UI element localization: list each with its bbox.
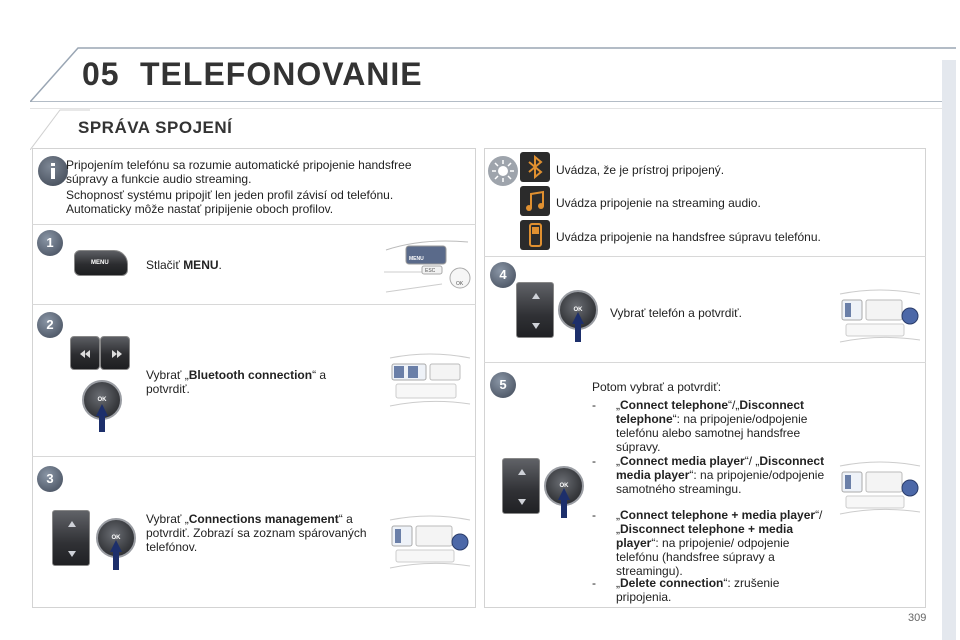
step-badge-1: 1 [37,230,63,256]
menu-button[interactable] [74,250,128,276]
arrow-stem [99,416,105,432]
scroll-rocker[interactable] [52,510,90,566]
divider [32,304,476,305]
phone-icon [520,220,550,250]
option-b1: Connect telephone [620,398,729,412]
console-illustration-3 [388,514,472,572]
arrow-stem [561,500,567,518]
step2-bold: Bluetooth connection [188,368,313,382]
option-rest: “: zrušenie pripojenia. [616,576,780,604]
fast-forward-icon [101,337,131,371]
arrow-icon [572,312,584,324]
ok-knob[interactable]: OK [544,466,584,506]
section-title: SPRÁVA SPOJENÍ [78,118,233,137]
arrow-icon [558,488,570,500]
step1-prefix: Stlačiť [146,258,184,272]
step3-bold: Connections management [188,512,339,526]
option-delete-connection[interactable] [616,576,826,604]
step-badge-5: 5 [490,372,516,398]
q: “/„ [616,508,823,536]
option-connect-media-player[interactable] [616,454,826,496]
ok-knob[interactable]: OK [96,518,136,558]
status-bluetooth-text: Uvádza, že je prístroj pripojený. [556,163,725,177]
option-dash: - [592,398,596,412]
status-phone-text: Uvádza pripojenie na handsfree súpravu telefónu. [556,230,821,244]
option-dash: - [592,576,596,590]
prev-track-button[interactable] [70,336,100,370]
q: “/„ [728,398,740,412]
option-b1: Connect media player [620,454,745,468]
step5-intro: Potom vybrať a potvrdiť: [592,380,722,394]
step1-text [146,258,366,272]
console-illustration-4 [838,288,922,346]
option-b2: Disconnect media player [616,454,825,482]
option-b2: Disconnect telephone [616,398,805,426]
console-ok-label: OK [456,281,464,287]
divider [484,256,926,257]
up-arrow-icon [518,469,526,475]
down-arrow-icon [532,323,540,329]
ok-knob[interactable]: OK [82,380,122,420]
console-menu-label: MENU [409,256,424,262]
console-illustration-2 [388,352,472,410]
rewind-icon [71,337,101,371]
q: „ [616,454,620,468]
arrow-icon [110,540,122,552]
step3-prefix: Vybrať „ [146,512,189,526]
status-audio-text: Uvádza pripojenie na streaming audio. [556,196,761,210]
divider [32,456,476,457]
option-dash: - [592,454,596,468]
step2-prefix: Vybrať „ [146,368,189,382]
step2-suffix: “ a potvrdiť. [146,368,327,396]
divider [484,362,926,363]
scroll-rocker[interactable] [502,458,540,514]
side-rail [942,60,956,640]
arrow-stem [113,552,119,570]
intro-text-1: Pripojením telefónu sa rozumie automatické pripojenie handsfree súpravy a funkcie audio streaming. [66,158,412,186]
option-connect-telephone[interactable] [616,398,826,454]
option-connect-telephone-media[interactable] [616,508,826,578]
page-number: 309 [908,612,927,624]
step2-text [146,368,366,396]
step1-suffix: . [218,258,222,272]
option-dash: - [592,508,596,522]
ok-knob[interactable]: OK [558,290,598,330]
option-rest: “: na pripojenie/odpojenie samotného streamingu. [616,468,825,496]
next-track-button[interactable] [100,336,130,370]
arrow-stem [575,324,581,342]
q: „ [616,398,620,412]
step1-bold: MENU [183,258,219,272]
option-rest: “: na pripojenie/odpojenie telefónu alebo samotnej handsfree súpravy. [616,412,808,454]
sun-icon [488,156,518,186]
up-arrow-icon [532,293,540,299]
step-badge-4: 4 [490,262,516,288]
down-arrow-icon [518,499,526,505]
q: „ [616,576,620,590]
option-b2: Disconnect telephone + media player [616,522,794,550]
bluetooth-icon [520,152,550,182]
step-badge-2: 2 [37,312,63,338]
step4-text: Vybrať telefón a potvrdiť. [610,306,742,320]
menu-button-label: MENU [91,260,109,266]
music-note-icon [520,186,550,216]
option-b1: Connect telephone + media player [620,508,816,522]
up-arrow-icon [68,521,76,527]
info-icon [38,156,68,186]
arrow-icon [96,404,108,416]
intro-text-2: Schopnosť systému pripojiť len jeden profil závisí od telefónu. Automaticky môže nastať pripijenie oboch profilov. [66,188,394,216]
console-illustration-5 [838,460,922,518]
down-arrow-icon [68,551,76,557]
option-rest: “: na pripojenie/ odpojenie telefónu (handsfree súpravy a streamingu). [616,536,790,578]
q: „ [616,508,620,522]
console-esc-label: ESC [425,268,436,274]
chapter-number: 05 [82,56,120,92]
step3-text [146,512,376,554]
step-badge-3: 3 [37,466,63,492]
step3-suffix: “ a potvrdiť. Zobrazí sa zoznam spárovaných telefónov. [146,512,367,554]
scroll-rocker[interactable] [516,282,554,338]
page-title: TELEFONOVANIE [140,56,423,92]
option-b1: Delete connection [620,576,724,590]
divider [32,224,476,225]
q: “/ „ [744,454,760,468]
